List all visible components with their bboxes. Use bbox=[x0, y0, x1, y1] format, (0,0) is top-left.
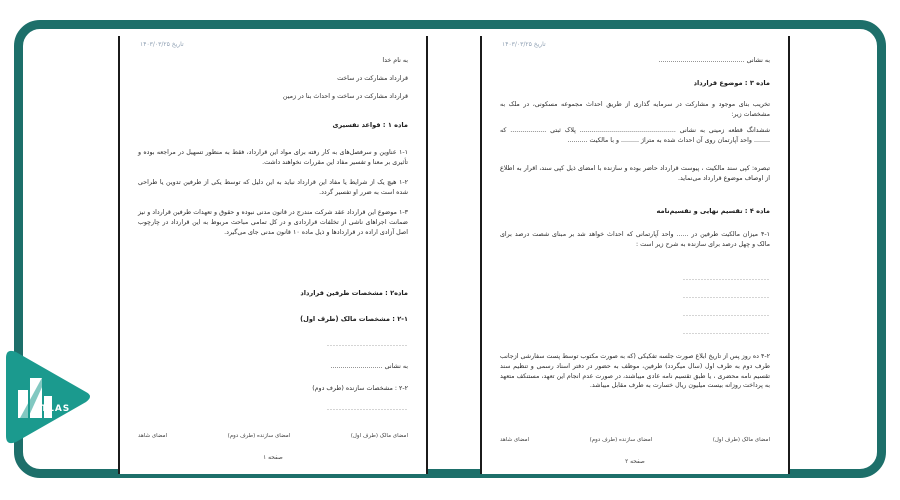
section-4-heading: ماده ۴ : تقسیم نهایی و تقسیم‌نامه bbox=[656, 207, 770, 215]
sig-builder: امضای سازنده (طرف دوم) bbox=[589, 437, 653, 443]
section-3-heading: ماده ۳ : موضوع قرارداد bbox=[693, 79, 770, 87]
builder-details-blank: ........................... bbox=[326, 405, 408, 412]
clause-3-note: تبصره: کپی سند مالکیت ، پیوست قرارداد حاضر بوده و سازنده با امضای ذیل کپی سند، اقرار به اطلاع از اوصاف موضوع قرارداد می‌نماید. bbox=[500, 165, 770, 182]
clause-4-2: ۴-۲ ده روز پس از تاریخ ابلاغ صورت جلسه تفکیکی (که به صورت مکتوب توسط پست سفارشی ازجانب طرف دوم به طرف اول (سال میگردد) طرفین، موظف به حضور در دفتر اسناد رسمی و تنظیم سند تقسیم نامه محضری ، یا طبق تقسیم نامه عادی میباشند، در صورت عدم انجام این تعهد، مستنکف متعهد به پرداخت روزانه بیست میلیون ریال خسارت به طرف مقابل میباشد. bbox=[500, 353, 770, 390]
signature-row bbox=[500, 436, 770, 445]
owner-details-blank: ........................... bbox=[326, 341, 408, 348]
sig-builder: امضای سازنده (طرف دوم) bbox=[227, 433, 291, 439]
section-2-heading: ماده۲ : مشخصات طرفین قرارداد bbox=[300, 289, 408, 297]
share-blank-2: ............................. bbox=[682, 293, 770, 300]
signature-row bbox=[138, 432, 408, 441]
clause-4-1: ۴-۱ میزان مالکیت طرفین در ...... واحد آپارتمانی که احداث خواهد شد بر مبنای شصت درصد برای مالک و چهل درصد برای سازنده به شرح زیر است : bbox=[500, 231, 770, 248]
sig-witness: امضای شاهد bbox=[138, 433, 168, 439]
clause-1-1: ۱-۱ عناوین و سرفصل‌های به کار رفته برای مواد این قرارداد، فقط به منظور تسهیل در مراجعه بوده و تأثیری بر معنا و تفسیر مفاد این مقررات نخواهند داشت. bbox=[138, 149, 408, 166]
page-number: صفحه ۱ bbox=[263, 455, 283, 461]
page-number: صفحه ۲ bbox=[625, 459, 645, 465]
share-blank-3: ............................. bbox=[682, 311, 770, 318]
sig-owner: امضای مالک (طرف اول) bbox=[350, 433, 408, 439]
sig-witness: امضای شاهد bbox=[500, 437, 530, 443]
contract-subtitle: قرارداد مشارکت در ساخت و احداث بنا در زمین bbox=[282, 93, 408, 100]
contract-page-2 bbox=[480, 36, 790, 474]
clause-3-1: تخریب بنای موجود و مشارکت در سرمایه گذاری از طریق احداث مجموعه مسکونی، در ملک به مشخصات زیر: bbox=[500, 101, 770, 118]
sig-owner: امضای مالک (طرف اول) bbox=[712, 437, 770, 443]
clause-1-3: ۱-۳ موضوع این قرارداد عقد شرکت مندرج در قانون مدنی نبوده و حقوق و تعهدات طرفین قرارداد و نیز ضمانت اجراهای ناشی از تخلفات قراردادی و در کل تمامی مباحث مربوط به این قرارداد در چارچوب اصل آزادی اراده در قراردادها و ذیل ماده ۱۰ قانون مدنی جای می‌گیرد. bbox=[138, 209, 408, 236]
property-address: به نشانی ........................................... bbox=[658, 57, 770, 64]
section-1-heading: ماده ۱ : قواعد تفسیری bbox=[332, 121, 408, 129]
page-header-date: ۱۴۰۳/۰۳/۲۵ تاریخ bbox=[140, 41, 184, 48]
bismillah: به نام خدا bbox=[382, 57, 408, 64]
clause-3-2: ششدانگ قطعه زمینی به نشانی ................................................ پلاک ثبتی .................. که ........ واحد آپارتمان روی آن احداث شده به متراژ ......... و با مالکیت .......... bbox=[500, 127, 770, 144]
clause-1-2: ۱-۲ هیچ یک از شرایط یا مفاد این قرارداد نباید به این دلیل که توسط یکی از طرفین تدوین یا طراحی شده است به ضرر او تفسیر گردد. bbox=[138, 179, 408, 196]
share-blank-4: ............................. bbox=[682, 329, 770, 336]
atlas-logo bbox=[0, 346, 92, 446]
owner-address: به نشانی .......................... bbox=[330, 363, 408, 370]
contract-page-1 bbox=[118, 36, 428, 474]
logo-text: ATLAS bbox=[33, 404, 71, 414]
share-blank-1: ............................. bbox=[682, 275, 770, 282]
page-header-date: ۱۴۰۳/۰۳/۲۵ تاریخ bbox=[502, 41, 546, 48]
clause-2-2: ۲-۲ : مشخصات سازنده (طرف دوم) bbox=[312, 385, 408, 392]
contract-title: قرارداد مشارکت در ساخت bbox=[337, 75, 408, 82]
clause-2-1: ۲-۱ : مشخصات مالک (طرف اول) bbox=[300, 315, 408, 323]
